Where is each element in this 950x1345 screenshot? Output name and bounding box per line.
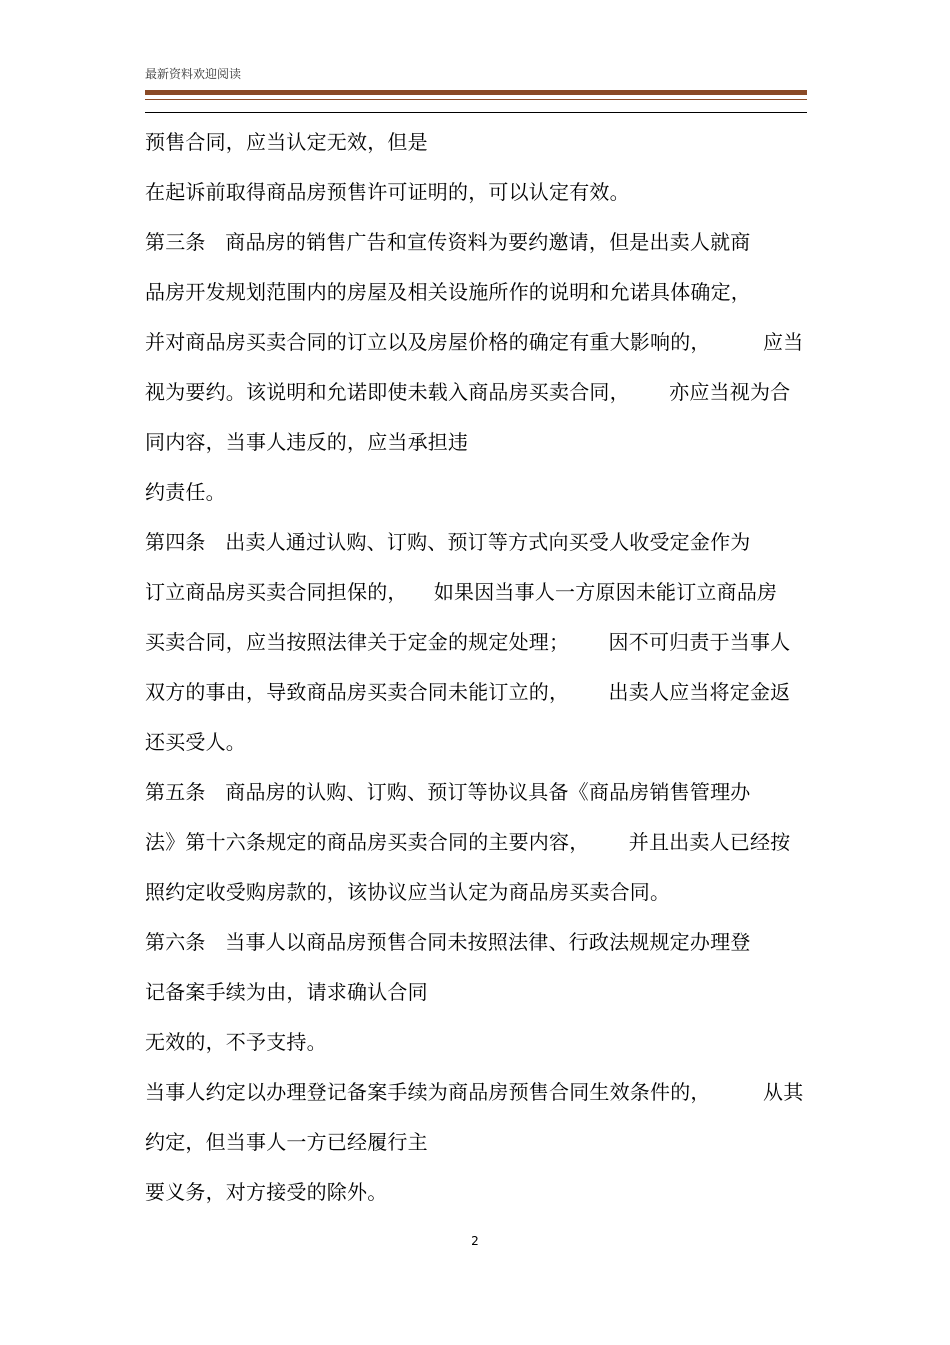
text-line: 预售合同，应当认定无效，但是 <box>145 130 428 154</box>
text-line: 第四条 出卖人通过认购、订购、预订等方式向买受人收受定金作为 <box>145 530 751 554</box>
text-line: 双方的事由，导致商品房买卖合同未能订立的， 出卖人应当将定金返 <box>145 680 791 704</box>
text-line: 要义务，对方接受的除外。 <box>145 1180 388 1204</box>
text-line: 还买受人。 <box>145 730 246 754</box>
text-line: 第三条 商品房的销售广告和宣传资料为要约邀请，但是出卖人就商 <box>145 230 751 254</box>
header-rule-thick <box>145 90 807 95</box>
text-line: 法》第十六条规定的商品房买卖合同的主要内容， 并且出卖人已经按 <box>145 830 791 854</box>
text-line: 无效的，不予支持。 <box>145 1030 327 1054</box>
text-line: 记备案手续为由，请求确认合同 <box>145 980 428 1004</box>
text-line: 品房开发规划范围内的房屋及相关设施所作的说明和允诺具体确定， <box>145 280 751 304</box>
text-line: 在起诉前取得商品房预售许可证明的，可以认定有效。 <box>145 180 630 204</box>
header-text: 最新资料欢迎阅读 <box>145 67 242 81</box>
text-line: 第五条 商品房的认购、订购、预订等协议具备《商品房销售管理办 <box>145 780 751 804</box>
header-rule-black <box>145 112 807 113</box>
text-line: 并对商品房买卖合同的订立以及房屋价格的确定有重大影响的， 应当 <box>145 330 804 354</box>
page-number: 2 <box>471 1234 479 1248</box>
header-rule-thin <box>145 99 807 100</box>
text-line: 约责任。 <box>145 480 226 504</box>
text-line: 订立商品房买卖合同担保的， 如果因当事人一方原因未能订立商品房 <box>145 580 778 604</box>
text-line: 买卖合同，应当按照法律关于定金的规定处理； 因不可归责于当事人 <box>145 630 791 654</box>
text-line: 视为要约。该说明和允诺即使未载入商品房买卖合同， 亦应当视为合 <box>145 380 791 404</box>
text-line: 照约定收受购房款的，该协议应当认定为商品房买卖合同。 <box>145 880 671 904</box>
text-line: 第六条 当事人以商品房预售合同未按照法律、行政法规规定办理登 <box>145 930 751 954</box>
text-line: 约定，但当事人一方已经履行主 <box>145 1130 428 1154</box>
text-line: 当事人约定以办理登记备案手续为商品房预售合同生效条件的， 从其 <box>145 1080 804 1104</box>
text-line: 同内容，当事人违反的，应当承担违 <box>145 430 469 454</box>
